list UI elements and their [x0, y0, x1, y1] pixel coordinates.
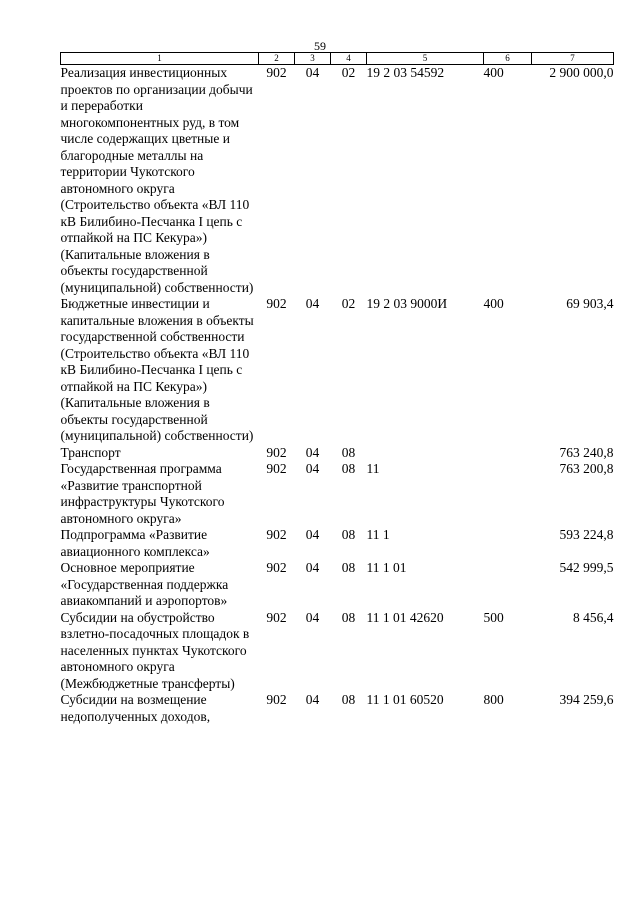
column-header-7: 7	[532, 53, 614, 65]
table-row	[61, 461, 614, 527]
row-target-code: 11 1 01	[366, 560, 407, 575]
row-ministry-code: 902	[266, 65, 287, 80]
table-row	[61, 527, 614, 560]
row-section-code: 04	[305, 527, 320, 542]
row-ministry-code: 902	[266, 527, 287, 542]
row-ministry-code: 902	[266, 609, 287, 625]
budget-table	[60, 52, 614, 725]
row-target-code: 19 2 03 54592	[366, 65, 445, 80]
row-target-code: 11 1 01 42620	[366, 609, 444, 625]
row-ministry-code: 902	[266, 296, 287, 311]
table-row	[61, 610, 614, 693]
row-ministry-code: 902	[266, 461, 287, 476]
row-target-code: 11 1	[366, 527, 390, 542]
column-header-2: 2	[259, 53, 295, 65]
row-expense-type	[484, 445, 532, 462]
row-target-code: 11	[366, 461, 380, 476]
table-row	[61, 296, 614, 445]
row-amount: 593 224,8	[559, 527, 614, 542]
row-name: Субсидии на возмещение недополученных доходов,	[60, 692, 211, 724]
column-header-6: 6	[484, 53, 532, 65]
row-name: Государственная программа «Развитие транспортной инфраструктуры Чукотского автономного округа»	[60, 461, 225, 526]
column-number-row	[61, 53, 614, 65]
row-subsection-code: 08	[341, 609, 356, 625]
row-ministry-code: 902	[266, 560, 287, 575]
row-target-code	[367, 445, 484, 462]
row-subsection-code: 08	[341, 444, 356, 460]
table-row	[61, 692, 614, 725]
row-amount: 394 259,6	[559, 692, 614, 707]
row-name: Реализация инвестиционных проектов по организации добычи и переработки многокомпонентных руд, в том числе содержащих цветные и благородные металлы на территории Чукотского автономного округа (Строительство объекта «ВЛ 110 кВ Билибино-Песчанка I цепь с отпайкой на ПС Кекура») (Капитальные вложения в объекты государственной (муниципальной) собственности)	[60, 65, 254, 295]
row-target-code: 19 2 03 9000И	[366, 296, 448, 311]
row-subsection-code: 08	[341, 527, 356, 542]
row-section-code: 04	[305, 692, 320, 707]
row-section-code: 04	[305, 444, 320, 460]
row-name: Подпрограмма «Развитие авиационного комплекса»	[60, 527, 210, 559]
table-row	[61, 560, 614, 610]
row-section-code: 04	[305, 65, 320, 80]
row-amount: 763 240,8	[559, 444, 614, 460]
row-expense-type: 400	[483, 296, 504, 311]
row-amount: 2 900 000,0	[549, 65, 614, 80]
row-expense-type: 400	[483, 65, 504, 80]
row-amount: 8 456,4	[573, 609, 614, 625]
row-target-code: 11 1 01 60520	[366, 692, 444, 707]
table-row	[61, 445, 614, 462]
table-row	[61, 65, 614, 297]
row-expense-type: 500	[483, 609, 504, 625]
row-amount: 542 999,5	[559, 560, 614, 575]
row-subsection-code: 08	[341, 692, 356, 707]
column-header-5: 5	[367, 53, 484, 65]
row-amount: 763 200,8	[559, 461, 614, 476]
row-expense-type	[484, 527, 532, 560]
row-expense-type	[484, 461, 532, 527]
row-subsection-code: 02	[341, 296, 356, 311]
column-header-4: 4	[331, 53, 367, 65]
row-section-code: 04	[305, 461, 320, 476]
row-section-code: 04	[305, 609, 320, 625]
row-ministry-code: 902	[266, 692, 287, 707]
row-name: Транспорт	[60, 444, 121, 460]
row-subsection-code: 02	[341, 65, 356, 80]
row-amount: 69 903,4	[566, 296, 614, 311]
column-header-3: 3	[295, 53, 331, 65]
column-header-1: 1	[61, 53, 259, 65]
row-ministry-code: 902	[266, 444, 287, 460]
row-section-code: 04	[305, 560, 320, 575]
row-subsection-code: 08	[341, 560, 356, 575]
row-name: Бюджетные инвестиции и капитальные вложения в объекты государственной собственности (Строительство объекта «ВЛ 110 кВ Билибино-Песчанка I цепь с отпайкой на ПС Кекура») (Капитальные вложения в объекты государственной (муниципальной) собственности)	[60, 296, 254, 443]
row-name: Субсидии на обустройство взлетно-посадочных площадок в населенных пунктах Чукотского автономного округа (Межбюджетные трансферты)	[60, 609, 250, 691]
row-name: Основное мероприятие «Государственная поддержка авиакомпаний и аэропортов»	[60, 560, 229, 608]
row-section-code: 04	[305, 296, 320, 311]
row-expense-type	[484, 560, 532, 610]
row-expense-type: 800	[483, 692, 504, 707]
page-number: 59	[314, 39, 326, 53]
row-subsection-code: 08	[341, 461, 356, 476]
